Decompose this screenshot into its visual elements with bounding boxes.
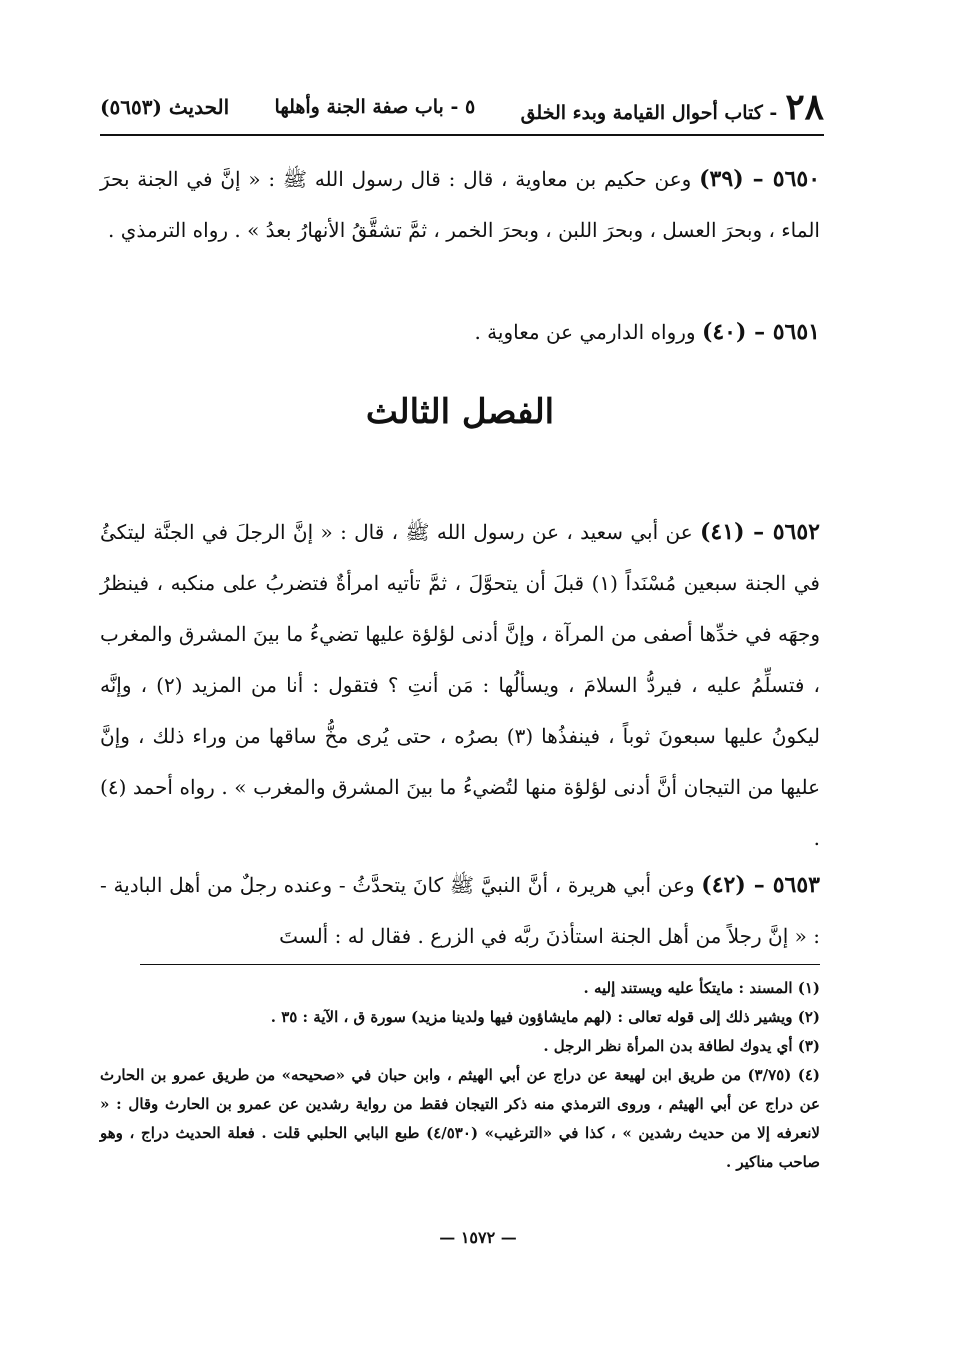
hadith-text: وعن حكيم بن معاوية ، قال : قال رسول الله ﷺ : « إنَّ في الجنة بحرَ الماء ، وبحرَ العسل ، وبحرَ اللبن ، وبحرَ الخمر ، ثمَّ تشقَّقُ الأنهارُ بعدُ » . رواه الترمذي . — [100, 167, 820, 242]
header-rule — [100, 134, 824, 136]
hadith-5652 — [100, 507, 820, 864]
chapter-heading-group — [520, 86, 824, 128]
hadith-number: ٥٦٥٢ – (٤١) — [700, 519, 820, 545]
part-heading: الفصل الثالث — [365, 392, 555, 432]
page-number: — ١٥٧٢ — — [439, 1228, 517, 1247]
footnote-rule — [140, 964, 820, 965]
hadith-5651 — [100, 307, 820, 358]
footnote-2: (٢) ويشير ذلك إلى قوله تعالى : (لهم مايشاؤون فيها ولدينا مزيد) سورة ق ، الآية : ٣٥ . — [270, 1008, 820, 1026]
hadith-text: وعن أبي هريرة ، أنَّ النبيَّ ﷺ كانَ يتحدَّثُ - وعنده رجلٌ من أهل البادية - : « إنَّ رجلاً من أهل الجنة استأذنَ ربَّه في الزرع . فقال له : ألستَ — [100, 873, 820, 948]
chapter-number: ٢٨ — [785, 86, 824, 128]
footnote-1: (١) المسند : مايتكأ عليه ويستند إليه . — [583, 979, 820, 997]
chapter-title: - كتاب أحوال القيامة وبدء الخلق — [520, 102, 778, 124]
hadith-text: عن أبي سعيد ، عن رسول الله ﷺ ، قال : « إنَّ الرجلَ في الجنَّة ليتكئُ في الجنة سبعين مُسْنَداً (١) قبلَ أن يتحوَّلَ ، ثمَّ تأتيه امرأةٌ فتضربُ على منكبه ، فينظرُ وجهَه في خدِّها أصفى من المرآة ، وإنَّ أدنى لؤلؤة عليها تضيءُ ما بينَ المشرق والمغرب ، فتسلِّمُ عليه ، فيردُّ السلامَ ، ويسألُها : مَن أنتِ ؟ فتقول : أنا من المزيد (٢) ، وإنَّه ليكونُ عليها سبعونَ ثوباً ، فينفذُها (٣) بصرُه ، حتى يُرى مخُّ ساقها من وراء ذلك ، وإنَّ عليها من التيجان أنَّ أدنى لؤلؤة منها لتُضيءُ ما بينَ المشرق والمغرب » . رواه أحمد (٤) . — [100, 520, 821, 850]
hadith-reference: الحديث (٥٦٥٣) — [100, 95, 230, 119]
hadith-number: ٥٦٥١ – (٤٠) — [701, 319, 820, 345]
hadith-5650 — [100, 154, 820, 256]
footnote-3: (٣) أي يدوك لطافة بدن المرأة نظر الرجل . — [543, 1037, 820, 1055]
hadith-number: ٥٦٥٠ – (٣٩) — [699, 166, 821, 192]
footnote-4: (٤) (٣/٧٥) من طريق ابن لهيعة عن دراج عن أبي الهيثم ، وابن حبان في «صحيحه» من طريق عمرو بن الحارث عن دراج عن أبي الهيثم ، وروى الترمذي منه ذكر التيجان فقط من رواية رشدين عن عمرو بن الحارث وقال : « لانعرفه إلا من حديث رشدين » ، كذا في «الترغيب» (٤/٥٣٠) طبع البابي الحلبي قلت . فعلة الحديث دراج ، وهو صاحب مناكير . — [100, 1066, 821, 1171]
running-header — [100, 84, 824, 130]
hadith-number: ٥٦٥٣ – (٤٢) — [701, 872, 820, 898]
hadith-text: ورواه الدارمي عن معاوية . — [474, 320, 696, 344]
section-title: ٥ - باب صفة الجنة وأهلها — [274, 96, 476, 118]
footnotes — [100, 974, 820, 1177]
hadith-5653 — [100, 860, 820, 962]
